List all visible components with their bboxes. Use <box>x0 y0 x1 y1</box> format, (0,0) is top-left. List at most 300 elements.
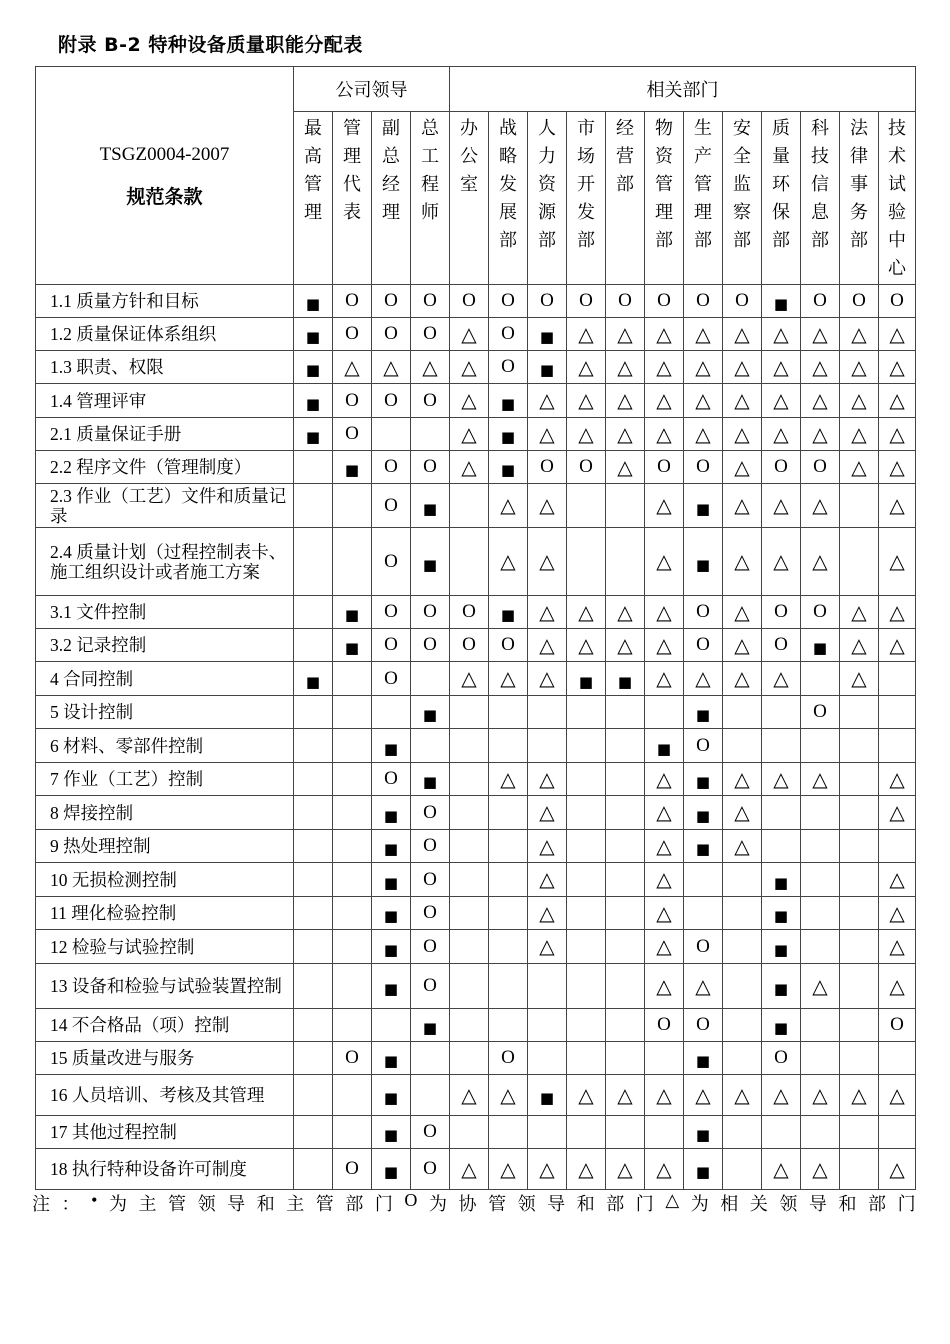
allocation-cell <box>333 830 372 863</box>
allocation-cell <box>840 1116 879 1149</box>
allocation-cell <box>294 830 333 863</box>
allocation-cell <box>840 1075 879 1116</box>
clause-label-cell: 3.1 文件控制 <box>36 596 294 629</box>
allocation-cell <box>294 1042 333 1075</box>
allocation-cell <box>801 418 840 451</box>
clause-label-cell: 2.2 程序文件（管理制度） <box>36 451 294 484</box>
assist-mark: O <box>696 634 710 655</box>
allocation-cell <box>645 696 684 729</box>
note-char: 管 <box>315 1194 334 1214</box>
allocation-cell <box>879 1116 916 1149</box>
related-mark: △ <box>734 388 750 412</box>
table-row <box>36 1149 916 1190</box>
allocation-cell <box>840 763 879 796</box>
related-mark: △ <box>539 632 555 657</box>
allocation-cell <box>567 1116 606 1149</box>
allocation-cell <box>333 384 372 418</box>
allocation-cell <box>840 1149 879 1190</box>
related-mark: △ <box>383 354 399 379</box>
related-mark: △ <box>578 388 594 412</box>
related-mark: △ <box>461 421 477 446</box>
allocation-cell <box>294 662 333 696</box>
assist-mark: O <box>696 456 710 477</box>
allocation-cell <box>723 796 762 830</box>
note-char: △ <box>665 1190 680 1210</box>
column-header-label: 经营部 <box>616 118 634 194</box>
related-mark: △ <box>812 321 828 346</box>
primary-mark: ■ <box>383 840 399 858</box>
allocation-cell <box>762 384 801 418</box>
allocation-cell <box>294 528 333 596</box>
assist-mark: O <box>384 494 398 516</box>
table-row <box>36 897 916 930</box>
related-mark: △ <box>889 1156 905 1181</box>
allocation-cell <box>684 897 723 930</box>
allocation-cell <box>528 863 567 897</box>
allocation-cell <box>645 629 684 662</box>
allocation-cell <box>489 418 528 451</box>
allocation-cell <box>840 528 879 596</box>
allocation-cell <box>450 596 489 629</box>
primary-mark: ■ <box>773 295 789 313</box>
related-mark: △ <box>695 973 711 998</box>
allocation-cell <box>294 930 333 964</box>
allocation-cell <box>450 729 489 763</box>
allocation-cell <box>333 796 372 830</box>
assist-mark: O <box>384 290 398 311</box>
allocation-cell <box>606 384 645 418</box>
allocation-cell <box>567 1149 606 1190</box>
table-body <box>36 285 916 1190</box>
primary-mark: ■ <box>695 1052 711 1070</box>
primary-mark: ■ <box>383 873 399 892</box>
primary-mark: ■ <box>812 639 828 657</box>
primary-mark: ■ <box>773 1019 789 1037</box>
allocation-cell <box>450 897 489 930</box>
related-mark: △ <box>812 549 828 573</box>
allocation-cell <box>567 384 606 418</box>
assist-mark: O <box>462 290 476 311</box>
related-mark: △ <box>851 599 867 624</box>
related-mark: △ <box>889 934 905 958</box>
column-header-label: 质量环保部 <box>772 118 790 250</box>
allocation-cell <box>762 451 801 484</box>
table-row <box>36 285 916 318</box>
assist-mark: O <box>423 1158 437 1179</box>
allocation-cell <box>762 318 801 351</box>
allocation-cell <box>840 285 879 318</box>
related-mark: △ <box>578 1082 594 1107</box>
allocation-cell <box>294 863 333 897</box>
assist-mark: O <box>813 601 827 622</box>
note-char: 导 <box>547 1194 566 1214</box>
primary-mark: ■ <box>773 980 789 998</box>
column-header <box>294 112 333 285</box>
related-mark: △ <box>851 388 867 412</box>
table-row <box>36 796 916 830</box>
allocation-cell <box>762 1075 801 1116</box>
allocation-cell <box>333 930 372 964</box>
allocation-cell <box>489 696 528 729</box>
related-mark: △ <box>617 354 633 379</box>
column-header-label: 科技信息部 <box>811 118 829 250</box>
allocation-cell <box>528 285 567 318</box>
allocation-cell <box>411 418 450 451</box>
assist-mark: O <box>618 290 632 311</box>
primary-mark: ■ <box>773 940 789 959</box>
allocation-cell <box>333 484 372 528</box>
allocation-cell <box>645 863 684 897</box>
allocation-cell <box>333 729 372 763</box>
clause-label-cell: 16 人员培训、考核及其管理 <box>36 1075 294 1116</box>
allocation-cell <box>606 897 645 930</box>
allocation-cell <box>294 384 333 418</box>
clause-label-cell: 10 无损检测控制 <box>36 863 294 897</box>
allocation-cell <box>450 1149 489 1190</box>
allocation-cell <box>606 662 645 696</box>
allocation-cell <box>879 930 916 964</box>
related-mark: △ <box>851 666 867 690</box>
allocation-cell <box>333 964 372 1009</box>
allocation-cell <box>606 729 645 763</box>
allocation-cell <box>411 285 450 318</box>
allocation-cell <box>762 763 801 796</box>
primary-mark: ■ <box>500 461 516 479</box>
allocation-cell <box>411 484 450 528</box>
allocation-cell <box>840 384 879 418</box>
related-mark: △ <box>656 321 672 346</box>
note-char: 领 <box>779 1194 798 1214</box>
allocation-cell <box>801 662 840 696</box>
allocation-cell <box>645 528 684 596</box>
note-char: 导 <box>808 1194 827 1214</box>
table-row <box>36 418 916 451</box>
allocation-cell <box>489 662 528 696</box>
table-row <box>36 596 916 629</box>
allocation-cell <box>645 484 684 528</box>
assist-mark: O <box>423 290 437 311</box>
allocation-cell <box>333 451 372 484</box>
related-mark: △ <box>734 493 750 517</box>
allocation-cell <box>567 930 606 964</box>
allocation-cell <box>294 729 333 763</box>
assist-mark: O <box>384 323 398 344</box>
allocation-cell <box>528 662 567 696</box>
related-mark: △ <box>461 1082 477 1107</box>
primary-mark: ■ <box>773 907 789 925</box>
primary-mark: ■ <box>422 706 438 724</box>
column-header-label: 战略发展部 <box>499 118 517 250</box>
assist-mark: O <box>384 389 398 411</box>
allocation-cell <box>606 528 645 596</box>
allocation-cell <box>684 596 723 629</box>
assist-mark: O <box>423 1121 437 1142</box>
related-mark: △ <box>812 388 828 412</box>
related-mark: △ <box>734 666 750 690</box>
assist-mark: O <box>735 290 749 311</box>
allocation-cell <box>450 763 489 796</box>
assist-mark: O <box>423 601 437 622</box>
allocation-cell <box>684 1116 723 1149</box>
allocation-cell <box>450 696 489 729</box>
allocation-cell <box>879 830 916 863</box>
allocation-cell <box>684 528 723 596</box>
allocation-cell <box>528 528 567 596</box>
allocation-cell <box>372 596 411 629</box>
allocation-cell <box>450 1075 489 1116</box>
related-mark: △ <box>656 354 672 379</box>
allocation-cell <box>606 596 645 629</box>
allocation-cell <box>411 1042 450 1075</box>
allocation-cell <box>411 897 450 930</box>
allocation-cell <box>489 1149 528 1190</box>
allocation-cell <box>372 528 411 596</box>
allocation-cell <box>567 1075 606 1116</box>
column-header <box>528 112 567 285</box>
allocation-cell <box>567 729 606 763</box>
allocation-cell <box>294 1149 333 1190</box>
allocation-cell <box>411 796 450 830</box>
allocation-cell <box>528 351 567 384</box>
allocation-cell <box>411 1075 450 1116</box>
assist-mark: O <box>345 1158 359 1179</box>
related-mark: △ <box>578 599 594 624</box>
clause-label-cell: 14 不合格品（项）控制 <box>36 1009 294 1042</box>
column-header <box>333 112 379 285</box>
related-mark: △ <box>812 1156 828 1181</box>
assist-mark: O <box>345 323 359 344</box>
related-mark: △ <box>734 454 750 479</box>
column-header-label: 生产管理部 <box>694 118 712 250</box>
allocation-cell <box>684 351 723 384</box>
allocation-cell <box>372 418 411 451</box>
note-char: 协 <box>458 1194 477 1214</box>
assist-mark: O <box>657 1014 671 1035</box>
allocation-cell <box>645 384 684 418</box>
group-related-departments: 相关部门 <box>450 67 916 112</box>
allocation-cell <box>801 318 840 351</box>
allocation-cell <box>801 285 840 318</box>
related-mark: △ <box>539 666 555 690</box>
clause-label-cell: 1.2 质量保证体系组织 <box>36 318 294 351</box>
related-mark: △ <box>889 454 905 479</box>
assist-mark: O <box>384 601 398 622</box>
primary-mark: ■ <box>539 361 555 379</box>
assist-mark: O <box>890 290 904 311</box>
legend-note <box>32 1190 916 1216</box>
assist-mark: O <box>696 935 710 957</box>
allocation-cell <box>879 285 916 318</box>
related-mark: △ <box>773 321 789 346</box>
allocation-cell <box>294 1075 333 1116</box>
allocation-cell <box>294 451 333 484</box>
allocation-cell <box>528 384 567 418</box>
assist-mark: O <box>501 290 515 311</box>
related-mark: △ <box>773 354 789 379</box>
assist-mark: O <box>423 902 437 923</box>
allocation-cell <box>411 729 450 763</box>
allocation-cell <box>840 418 879 451</box>
allocation-cell <box>294 285 333 318</box>
allocation-cell <box>372 451 411 484</box>
related-mark: △ <box>773 766 789 791</box>
allocation-cell <box>723 384 762 418</box>
related-mark: △ <box>500 1082 516 1107</box>
primary-mark: ■ <box>656 739 672 758</box>
note-char: 领 <box>517 1194 536 1214</box>
related-mark: △ <box>656 666 672 690</box>
allocation-cell <box>684 451 723 484</box>
allocation-cell <box>528 418 567 451</box>
primary-mark: ■ <box>500 428 516 446</box>
clause-label-cell: 1.3 职责、权限 <box>36 351 294 384</box>
allocation-cell <box>879 763 916 796</box>
allocation-cell <box>528 964 567 1009</box>
allocation-cell <box>762 418 801 451</box>
allocation-cell <box>684 1149 723 1190</box>
allocation-cell <box>684 1042 723 1075</box>
clause-label-cell: 1.1 质量方针和目标 <box>36 285 294 318</box>
allocation-cell <box>411 662 450 696</box>
allocation-cell <box>450 484 489 528</box>
allocation-cell <box>606 1009 645 1042</box>
allocation-cell <box>645 1009 684 1042</box>
clause-label-cell: 7 作业（工艺）控制 <box>36 763 294 796</box>
related-mark: △ <box>889 632 905 657</box>
related-mark: △ <box>812 766 828 791</box>
allocation-cell <box>645 1042 684 1075</box>
clause-label-cell: 13 设备和检验与试验装置控制 <box>36 964 294 1009</box>
allocation-cell <box>372 1009 411 1042</box>
allocation-cell <box>645 930 684 964</box>
clause-label-cell: 3.2 记录控制 <box>36 629 294 662</box>
note-char: 导 <box>227 1194 246 1214</box>
allocation-cell <box>606 1042 645 1075</box>
related-mark: △ <box>617 388 633 412</box>
allocation-cell <box>333 897 372 930</box>
allocation-cell <box>684 629 723 662</box>
allocation-cell <box>567 484 606 528</box>
related-mark: △ <box>539 833 555 858</box>
allocation-cell <box>450 318 489 351</box>
related-mark: △ <box>500 493 516 517</box>
related-mark: △ <box>889 549 905 573</box>
assist-mark: O <box>852 290 866 311</box>
allocation-cell <box>567 696 606 729</box>
function-allocation-table <box>35 66 916 1190</box>
allocation-cell <box>528 484 567 528</box>
allocation-cell <box>567 318 606 351</box>
column-header <box>879 112 916 285</box>
assist-mark: O <box>540 456 554 477</box>
allocation-cell <box>840 729 879 763</box>
allocation-cell <box>606 930 645 964</box>
related-mark: △ <box>656 867 672 891</box>
column-header <box>606 112 645 285</box>
allocation-cell <box>840 830 879 863</box>
allocation-cell <box>879 863 916 897</box>
related-mark: △ <box>734 833 750 858</box>
document-title: 附录 B-2 特种设备质量职能分配表 <box>58 34 363 56</box>
allocation-cell <box>372 384 411 418</box>
related-mark: △ <box>695 666 711 690</box>
standard-code: TSGZ0004-2007 <box>99 143 230 165</box>
allocation-cell <box>294 796 333 830</box>
allocation-cell <box>645 763 684 796</box>
table-row <box>36 662 916 696</box>
allocation-cell <box>333 1009 372 1042</box>
allocation-cell <box>372 1116 411 1149</box>
allocation-cell <box>489 729 528 763</box>
allocation-cell <box>489 863 528 897</box>
related-mark: △ <box>617 599 633 624</box>
allocation-cell <box>684 418 723 451</box>
table-row <box>36 1075 916 1116</box>
allocation-cell <box>294 629 333 662</box>
allocation-cell <box>528 629 567 662</box>
related-mark: △ <box>617 632 633 657</box>
allocation-cell <box>450 451 489 484</box>
allocation-cell <box>372 285 411 318</box>
related-mark: △ <box>812 354 828 379</box>
allocation-cell <box>645 1149 684 1190</box>
allocation-cell <box>762 1149 801 1190</box>
column-header <box>567 112 606 285</box>
allocation-cell <box>528 1009 567 1042</box>
assist-mark: O <box>345 290 359 311</box>
assist-mark: O <box>579 290 593 311</box>
primary-mark: ■ <box>539 1089 555 1107</box>
allocation-cell <box>294 897 333 930</box>
related-mark: △ <box>578 354 594 379</box>
table-row <box>36 1116 916 1149</box>
related-mark: △ <box>812 1082 828 1107</box>
allocation-cell <box>801 729 840 763</box>
allocation-cell <box>411 1009 450 1042</box>
column-header <box>645 112 684 285</box>
allocation-cell <box>567 1042 606 1075</box>
related-mark: △ <box>539 800 555 824</box>
assist-mark: O <box>384 550 398 572</box>
column-header <box>840 112 879 285</box>
allocation-cell <box>684 285 723 318</box>
note-char: 部 <box>606 1194 625 1214</box>
allocation-cell <box>606 351 645 384</box>
allocation-cell <box>723 729 762 763</box>
allocation-cell <box>372 930 411 964</box>
related-mark: △ <box>656 900 672 925</box>
note-char: • <box>91 1190 98 1210</box>
allocation-cell <box>801 930 840 964</box>
related-mark: △ <box>773 493 789 517</box>
note-char: 门 <box>897 1194 916 1214</box>
related-mark: △ <box>617 421 633 446</box>
allocation-cell <box>684 1009 723 1042</box>
related-mark: △ <box>461 321 477 346</box>
clause-label-cell: 6 材料、零部件控制 <box>36 729 294 763</box>
allocation-cell <box>840 318 879 351</box>
allocation-cell <box>333 528 372 596</box>
column-header <box>372 112 411 285</box>
related-mark: △ <box>422 354 438 379</box>
assist-mark: O <box>423 835 437 856</box>
primary-mark: ■ <box>695 806 711 825</box>
allocation-cell <box>840 1042 879 1075</box>
clause-label: 规范条款 <box>126 185 203 208</box>
allocation-cell <box>801 384 840 418</box>
allocation-cell <box>723 1149 762 1190</box>
related-mark: △ <box>851 454 867 479</box>
